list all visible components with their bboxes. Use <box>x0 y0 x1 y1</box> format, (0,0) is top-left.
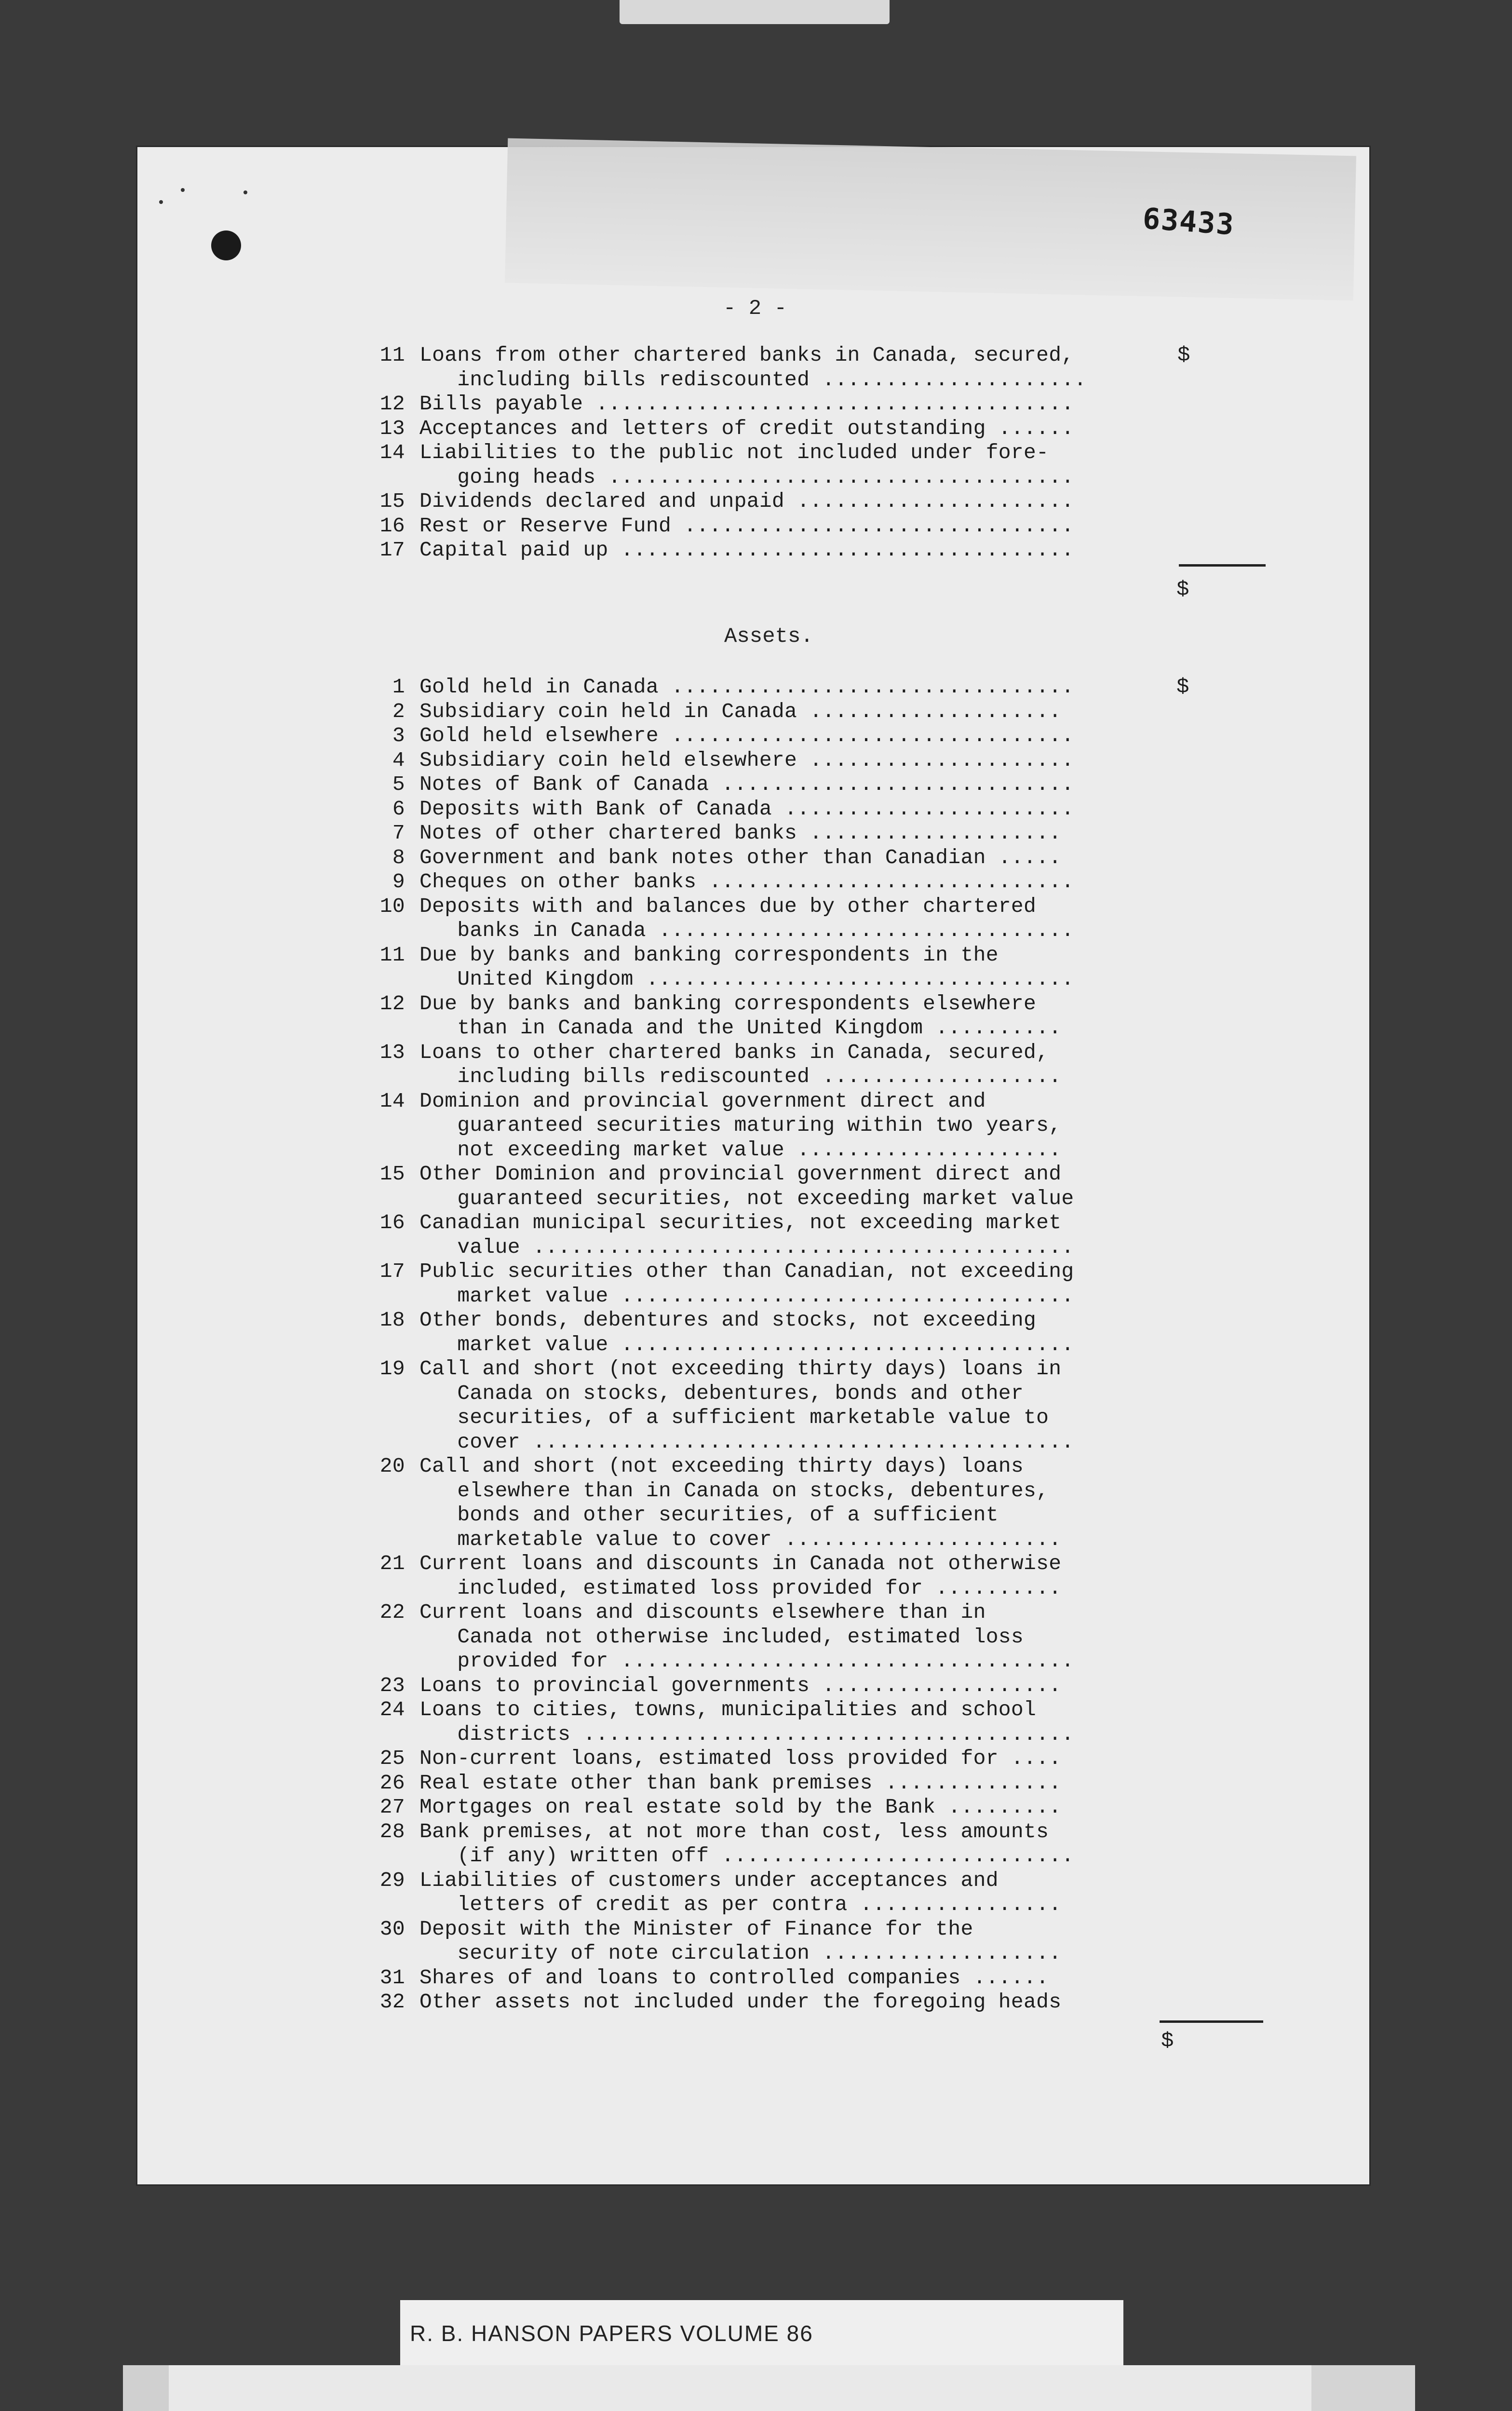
dollar-sign: $ <box>1176 578 1189 602</box>
line-item <box>379 1771 1062 1795</box>
line-item <box>379 489 1074 514</box>
line-item <box>419 1479 1049 1503</box>
item-number: 16 <box>379 1211 405 1234</box>
item-number: 4 <box>392 748 405 772</box>
line-item <box>419 1941 1061 1965</box>
item-number: 12 <box>379 392 405 416</box>
item-text: Current loans and discounts in Canada not otherwise <box>419 1552 1062 1575</box>
item-text: Capital paid up .................................... <box>419 538 1074 562</box>
item-number: 29 <box>379 1868 405 1892</box>
assets-heading: Assets. <box>724 624 813 649</box>
line-item <box>419 1528 1061 1552</box>
item-number: 21 <box>379 1552 405 1575</box>
item-number: 28 <box>379 1819 405 1843</box>
item-text: Acceptances and letters of credit outstanding ...... <box>419 416 1074 440</box>
line-item <box>392 748 1074 772</box>
item-number: 31 <box>379 1965 405 1990</box>
line-item <box>419 1430 1074 1454</box>
item-number: 17 <box>379 538 405 562</box>
item-text: Government and bank notes other than Canadian ..... <box>419 845 1062 869</box>
line-item <box>419 919 1074 943</box>
item-text: Other assets not included under the foregoing heads <box>419 1990 1062 2014</box>
line-item <box>419 1503 999 1527</box>
line-item <box>379 1747 1062 1771</box>
top-clip-tab <box>620 0 890 24</box>
item-text: Notes of Bank of Canada ............................ <box>419 772 1074 796</box>
item-text: cover ........................................... <box>419 1430 1074 1454</box>
item-text: guaranteed securities, not exceeding market value <box>419 1186 1074 1210</box>
line-item <box>419 1138 1061 1162</box>
line-item <box>379 1819 1049 1844</box>
line-item <box>379 392 1074 416</box>
item-text: market value .................................... <box>419 1284 1074 1308</box>
item-number: 10 <box>379 894 405 918</box>
item-number: 30 <box>379 1917 405 1941</box>
item-number: 13 <box>379 416 405 440</box>
item-text: Due by banks and banking correspondents in the <box>419 943 999 967</box>
item-text: Liabilities to the public not included under fore- <box>419 441 1049 464</box>
line-item <box>379 894 1037 919</box>
ink-speck <box>181 188 185 192</box>
line-item <box>379 343 1074 367</box>
line-item <box>419 1235 1074 1260</box>
item-text: Loans from other chartered banks in Canada, secured, <box>419 343 1074 367</box>
document-number: 63433 <box>1141 202 1236 242</box>
total-rule <box>1179 564 1266 567</box>
item-text: Cheques on other banks ............................. <box>419 870 1074 894</box>
line-item <box>379 1162 1062 1186</box>
dollar-sign: $ <box>1161 2029 1174 2053</box>
item-text: bonds and other securities, of a sufficient <box>419 1503 999 1527</box>
line-item <box>379 1211 1062 1235</box>
item-number: 14 <box>379 441 405 464</box>
item-number: 7 <box>392 821 405 845</box>
item-text: Loans to other chartered banks in Canada, secured, <box>419 1040 1049 1064</box>
line-item <box>419 1576 1061 1600</box>
line-item <box>392 675 1074 699</box>
archive-card <box>123 2365 1415 2411</box>
dollar-sign: $ <box>1177 343 1190 367</box>
item-text: (if any) written off ............................ <box>419 1844 1074 1868</box>
item-text: Public securities other than Canadian, not exceeding <box>419 1260 1074 1283</box>
item-text: than in Canada and the United Kingdom .......... <box>419 1016 1062 1040</box>
line-item <box>419 1844 1074 1868</box>
item-number: 32 <box>379 1990 405 2014</box>
line-item <box>392 724 1074 748</box>
item-number: 11 <box>379 343 405 367</box>
line-item <box>379 991 1037 1016</box>
line-item <box>419 1722 1074 1747</box>
tape-strip <box>1311 2365 1415 2411</box>
item-number: 26 <box>379 1771 405 1795</box>
item-text: value ........................................... <box>419 1235 1074 1259</box>
item-text: going heads ..................................... <box>419 465 1074 489</box>
line-item <box>379 1795 1062 1819</box>
item-text: security of note circulation ................... <box>419 1941 1062 1965</box>
item-text: Deposit with the Minister of Finance for the <box>419 1917 973 1941</box>
line-item <box>379 1868 999 1893</box>
line-item <box>419 1382 1024 1406</box>
item-text: Mortgages on real estate sold by the Bank ......... <box>419 1795 1062 1819</box>
ink-speck <box>159 200 163 204</box>
item-text: Current loans and discounts elsewhere than in <box>419 1600 986 1624</box>
line-item <box>379 943 999 967</box>
item-number: 15 <box>379 489 405 513</box>
line-item <box>419 1113 1061 1138</box>
item-text: United Kingdom .................................. <box>419 967 1074 991</box>
item-text: Canada not otherwise included, estimated loss <box>419 1625 1024 1649</box>
item-text: Liabilities of customers under acceptances and <box>419 1868 999 1892</box>
tape-strip <box>123 2365 169 2411</box>
line-item <box>392 845 1062 870</box>
item-text: Due by banks and banking correspondents elsewhere <box>419 991 1037 1016</box>
line-item <box>392 772 1074 797</box>
item-text: Real estate other than bank premises .............. <box>419 1771 1062 1795</box>
item-text: Bills payable ...................................... <box>419 392 1074 416</box>
item-number: 15 <box>379 1162 405 1186</box>
line-item <box>419 368 1087 392</box>
line-item <box>419 1649 1074 1673</box>
item-text: included, estimated loss provided for .......... <box>419 1576 1062 1600</box>
item-number: 17 <box>379 1260 405 1283</box>
item-text: Bank premises, at not more than cost, less amounts <box>419 1819 1049 1843</box>
line-item <box>379 1040 1049 1065</box>
item-number: 1 <box>392 675 405 699</box>
item-text: Subsidiary coin held elsewhere ..................... <box>419 748 1074 772</box>
item-number: 3 <box>392 724 405 747</box>
item-text: Dominion and provincial government direct and <box>419 1089 986 1113</box>
item-text: including bills rediscounted ..................... <box>419 367 1087 392</box>
item-text: Shares of and loans to controlled companies ...... <box>419 1965 1049 1990</box>
line-item <box>419 1284 1074 1308</box>
item-number: 20 <box>379 1454 405 1478</box>
ink-speck <box>243 190 247 194</box>
dollar-sign: $ <box>1176 675 1189 699</box>
item-number: 9 <box>392 870 405 894</box>
item-number: 11 <box>379 943 405 967</box>
item-number: 6 <box>392 797 405 821</box>
item-text: marketable value to cover ...................... <box>419 1527 1062 1551</box>
item-text: including bills rediscounted ................... <box>419 1065 1062 1088</box>
line-item <box>419 1406 1049 1430</box>
item-text: Dividends declared and unpaid ...................... <box>419 489 1074 513</box>
line-item <box>419 465 1074 489</box>
page-number: - 2 - <box>723 297 787 321</box>
item-text: market value .................................... <box>419 1332 1074 1356</box>
item-text: Gold held elsewhere ................................ <box>419 724 1074 747</box>
item-text: Gold held in Canada ................................ <box>419 675 1074 699</box>
item-text: Call and short (not exceeding thirty days) loans <box>419 1454 1024 1478</box>
punch-hole <box>211 230 241 260</box>
item-text: Subsidiary coin held in Canada .................... <box>419 699 1062 723</box>
item-text: Deposits with Bank of Canada ....................... <box>419 797 1074 821</box>
item-text: provided for .................................... <box>419 1649 1074 1673</box>
line-item <box>419 1016 1061 1040</box>
item-text: districts ....................................... <box>419 1722 1074 1746</box>
line-item <box>379 1990 1062 2014</box>
item-text: banks in Canada ................................. <box>419 919 1074 942</box>
line-item <box>379 1308 1037 1332</box>
line-item <box>419 1187 1074 1211</box>
line-item <box>392 821 1062 845</box>
line-item <box>392 699 1062 724</box>
item-text: guaranteed securities maturing within two years, <box>419 1113 1062 1137</box>
item-number: 18 <box>379 1308 405 1332</box>
item-number: 22 <box>379 1600 405 1624</box>
item-text: Notes of other chartered banks .................... <box>419 821 1062 845</box>
line-item <box>379 1089 986 1113</box>
collection-label: R. B. HANSON PAPERS VOLUME 86 <box>410 2321 813 2346</box>
item-text: Canadian municipal securities, not exceeding market <box>419 1211 1062 1234</box>
line-item <box>379 441 1049 465</box>
line-item <box>392 870 1074 894</box>
line-item <box>379 1600 986 1625</box>
line-item <box>379 1917 973 1941</box>
item-number: 27 <box>379 1795 405 1819</box>
total-rule <box>1160 2020 1263 2023</box>
line-item <box>379 1698 1037 1722</box>
item-text: Call and short (not exceeding thirty days) loans in <box>419 1357 1062 1381</box>
line-item <box>379 538 1074 562</box>
line-item <box>379 416 1074 441</box>
item-text: Loans to provincial governments ................... <box>419 1673 1062 1697</box>
item-text: Canada on stocks, debentures, bonds and other <box>419 1381 1024 1405</box>
item-text: letters of credit as per contra ................ <box>419 1893 1062 1916</box>
line-item <box>379 1260 1074 1284</box>
item-number: 13 <box>379 1040 405 1064</box>
item-number: 19 <box>379 1357 405 1381</box>
item-text: Rest or Reserve Fund ............................... <box>419 514 1074 538</box>
item-text: Non-current loans, estimated loss provided for .... <box>419 1747 1062 1770</box>
line-item <box>379 1357 1062 1381</box>
item-text: not exceeding market value ..................... <box>419 1138 1062 1162</box>
line-item <box>379 1552 1062 1576</box>
line-item <box>419 1065 1061 1089</box>
item-number: 12 <box>379 991 405 1016</box>
item-number: 2 <box>392 699 405 723</box>
item-number: 5 <box>392 772 405 796</box>
item-text: Other bonds, debentures and stocks, not exceeding <box>419 1308 1037 1332</box>
item-text: Loans to cities, towns, municipalities and school <box>419 1698 1037 1721</box>
line-item <box>392 797 1074 821</box>
item-number: 24 <box>379 1698 405 1721</box>
line-item <box>419 1893 1061 1917</box>
line-item <box>419 1625 1024 1649</box>
item-number: 16 <box>379 514 405 538</box>
line-item <box>379 1454 1024 1478</box>
item-text: elsewhere than in Canada on stocks, debentures, <box>419 1478 1049 1503</box>
item-number: 25 <box>379 1747 405 1770</box>
line-item <box>379 514 1074 538</box>
line-item <box>419 1333 1074 1357</box>
line-item <box>419 967 1074 991</box>
item-text: Deposits with and balances due by other chartered <box>419 894 1037 918</box>
line-item <box>379 1673 1062 1698</box>
line-item <box>379 1965 1049 1990</box>
item-number: 14 <box>379 1089 405 1113</box>
item-number: 8 <box>392 845 405 869</box>
item-text: Other Dominion and provincial government direct and <box>419 1162 1062 1186</box>
item-text: securities, of a sufficient marketable value to <box>419 1406 1049 1429</box>
item-number: 23 <box>379 1673 405 1697</box>
